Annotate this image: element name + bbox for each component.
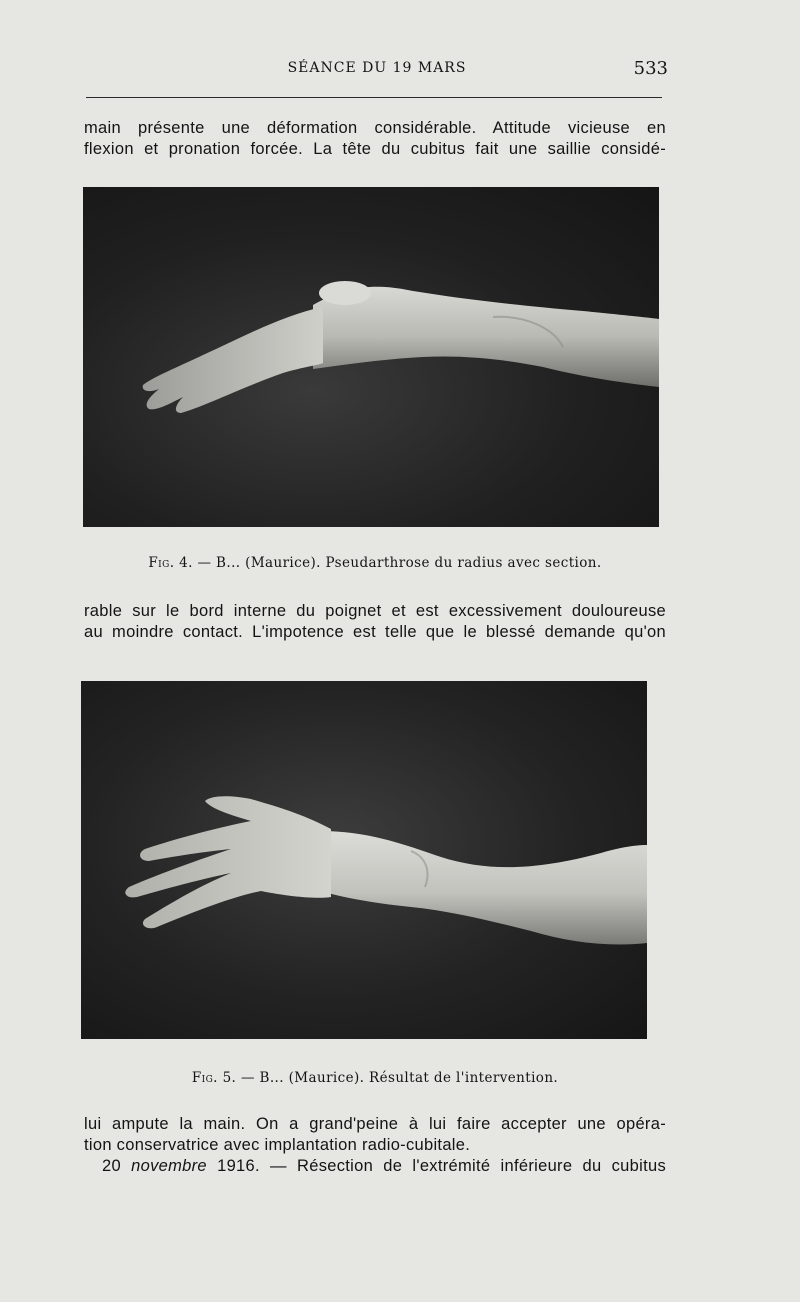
paragraph-1: [84, 118, 666, 160]
date-month: novembre: [131, 1157, 207, 1175]
paragraph-2-line-2: au moindre contact. L'impotence est telle que le blessé demande qu'on: [84, 623, 666, 641]
figure-5-caption-text: — B... (Maurice). Résultat de l'intervention.: [240, 1070, 559, 1086]
paragraph-3-line-1: lui ampute la main. On a grand'peine à lui faire accepter une opéra-: [84, 1115, 666, 1133]
paragraph-2: [84, 601, 666, 643]
figure-4-label: Fig. 4.: [148, 555, 193, 571]
paragraph-3-line-3: [84, 1156, 666, 1177]
header-rule: [86, 97, 662, 98]
paragraph-1-line-2: flexion et pronation forcée. La tête du cubitus fait une saillie considé-: [84, 140, 666, 158]
date-day: 20: [102, 1157, 132, 1175]
running-head-title: SÉANCE DU 19 MARS: [287, 60, 467, 76]
paragraph-1-line-1: main présente une déformation considérable. Attitude vicieuse en: [84, 119, 666, 137]
paragraph-2-line-1: rable sur le bord interne du poignet et est excessivement douloureuse: [84, 602, 666, 620]
running-head: [86, 58, 668, 88]
figure-5-label: Fig. 5.: [191, 1070, 237, 1086]
figure-5-photograph: [81, 681, 647, 1039]
page-number: 533: [633, 58, 668, 79]
paragraph-3: [84, 1114, 666, 1177]
date-rest: 1916. — Résection de l'extrémité inférieure du cubitus: [206, 1157, 667, 1175]
figure-4-caption-text: — B... (Maurice). Pseudarthrose du radius avec section.: [197, 555, 602, 571]
figure-4-photograph: [83, 187, 659, 527]
forearm-corrected-image: [81, 681, 647, 1039]
figure-4-caption: [84, 555, 666, 571]
figure-5-caption: [84, 1070, 666, 1086]
paragraph-3-line-2: tion conservatrice avec implantation radio-cubitale.: [84, 1136, 471, 1154]
forearm-deformed-image: [83, 187, 659, 527]
